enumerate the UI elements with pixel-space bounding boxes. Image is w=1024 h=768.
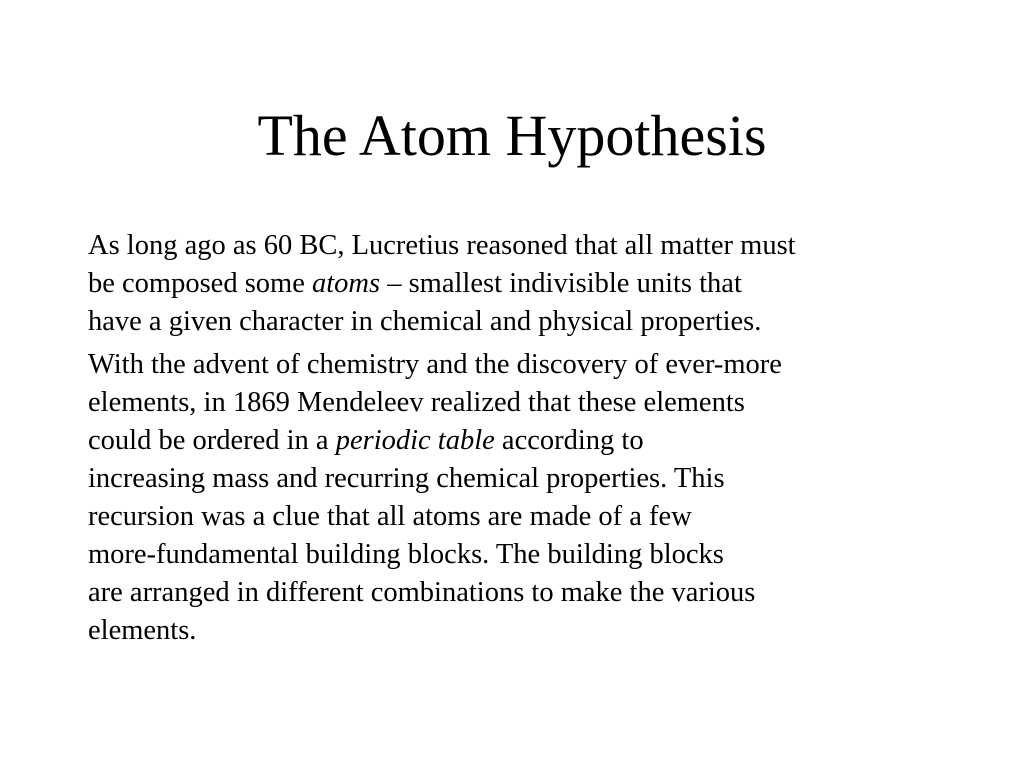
bullet-line [88,422,948,460]
bullet-line [88,574,948,612]
bullet-line [88,498,948,536]
text-run: could be ordered in a [88,425,336,456]
text-run: With the advent of chemistry and the discovery of ever-more [88,349,782,380]
emphasis-atoms: atoms [312,268,381,299]
text-run: recursion was a clue that all atoms are made of a few [88,501,692,532]
emphasis-periodic-table: periodic table [335,425,495,456]
bullet-line [88,227,948,265]
slide-title: The Atom Hypothesis [257,103,767,168]
text-run: more-fundamental building blocks. The building blocks [88,539,724,570]
bullet-line [88,536,948,574]
text-run: be composed some [88,268,312,299]
bullet-line [88,265,948,303]
bullet-lucretius [88,227,948,341]
slide-body [88,227,948,655]
text-run: – smallest indivisible units that [380,268,742,299]
bullet-mendeleev [88,346,948,650]
bullet-line [88,460,948,498]
bullet-line [88,612,948,650]
text-run: As long ago as 60 BC, Lucretius reasoned that all matter must [88,230,796,261]
bullet-line [88,384,948,422]
text-run: elements. [88,615,197,646]
bullet-line [88,303,948,341]
bullet-line [88,346,948,384]
text-run: elements, in 1869 Mendeleev realized that these elements [88,387,745,418]
text-run: according to [494,425,644,456]
text-run: are arranged in different combinations to make the various [88,577,756,608]
text-run: increasing mass and recurring chemical properties. This [88,463,725,494]
text-run: have a given character in chemical and physical properties. [88,306,762,337]
